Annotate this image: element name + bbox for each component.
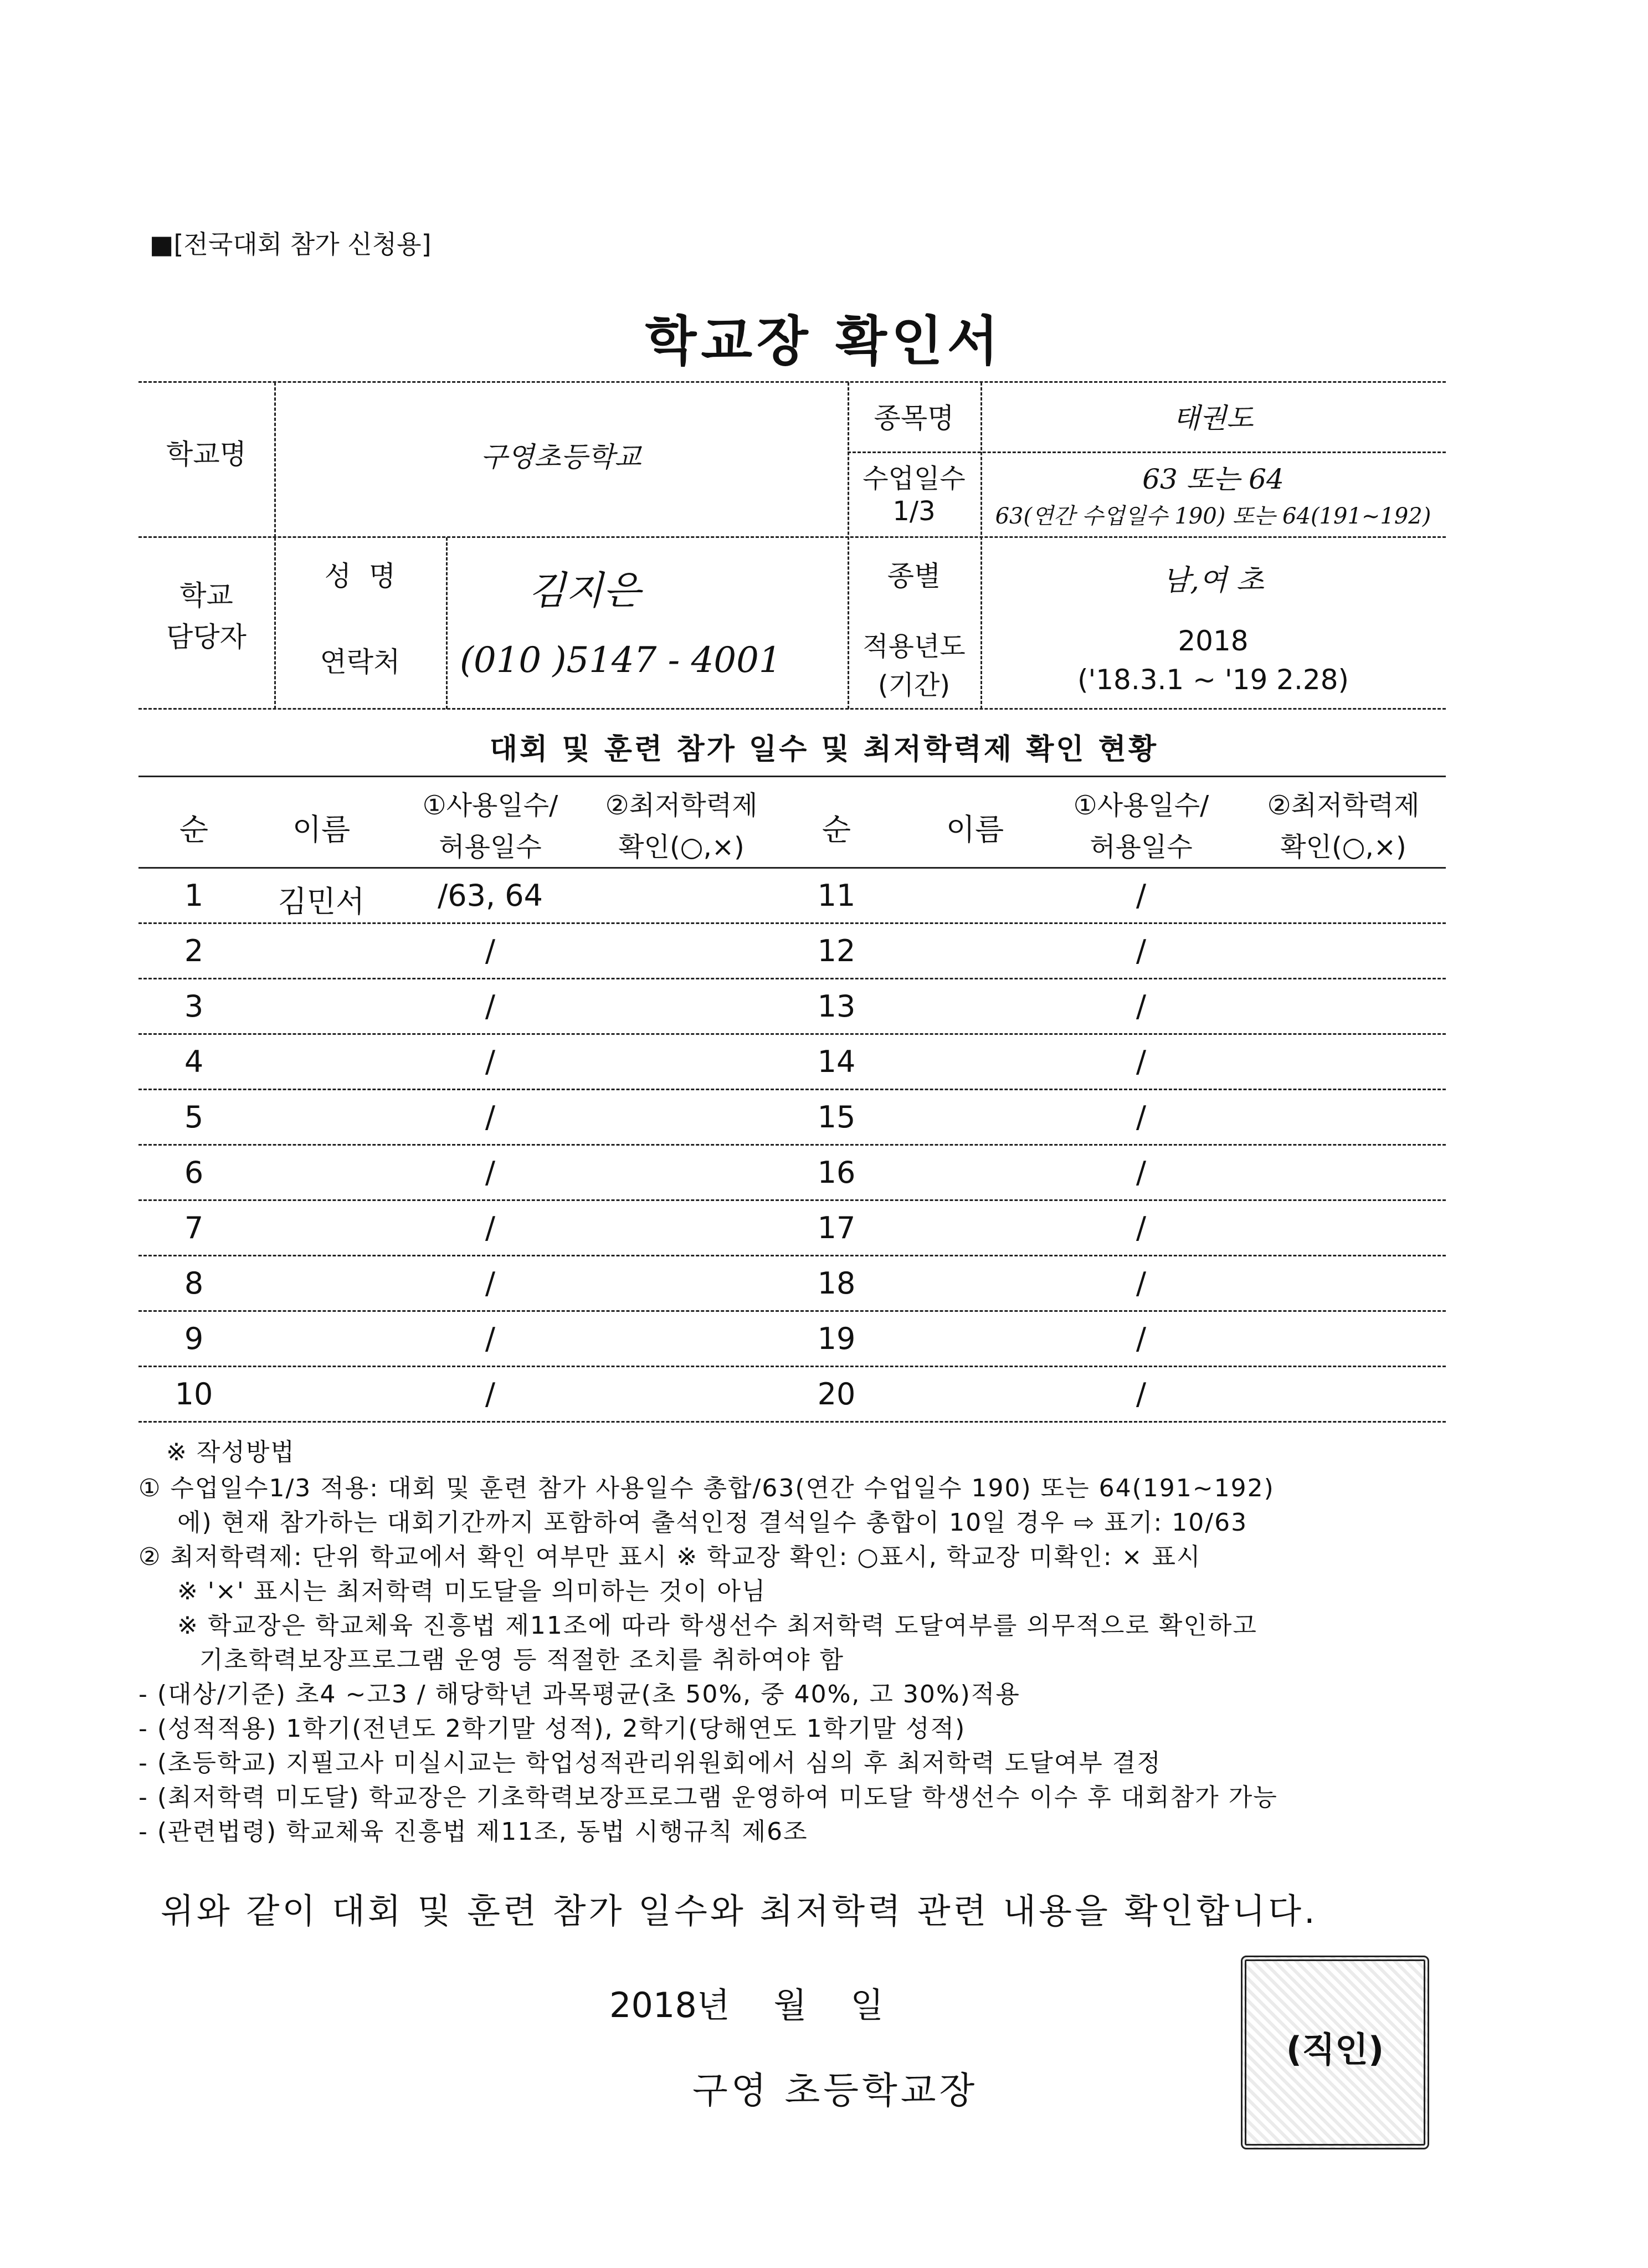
row-seq: 12 xyxy=(817,933,856,968)
row-days: / xyxy=(1136,1155,1147,1190)
year-value: 2018 xyxy=(1178,625,1249,657)
row-seq: 9 xyxy=(184,1321,204,1356)
row-seq: 1 xyxy=(184,878,204,913)
col-days-header-2: 허용일수 xyxy=(439,832,542,863)
category-label: 종별 xyxy=(887,560,941,592)
row-seq: 8 xyxy=(184,1266,204,1301)
table-row xyxy=(138,1033,1446,1035)
divider xyxy=(138,536,1446,538)
manager-name-label: 성 명 xyxy=(324,560,396,592)
row-days: / xyxy=(485,1266,496,1301)
sport-label: 종목명 xyxy=(874,402,954,434)
row-days: / xyxy=(1136,1266,1147,1301)
document-title: 학교장 확인서 xyxy=(645,310,1003,372)
notes-heading: ※ 작성방법 xyxy=(166,1438,295,1466)
school-days-value: 63 또는 64 xyxy=(1142,463,1284,495)
school-name-value: 구영초등학교 xyxy=(480,441,641,473)
year-label: 적용년도 xyxy=(862,631,966,662)
row-days: / xyxy=(1136,1321,1147,1356)
note-line: 기초학력보장프로그램 운영 등 적절한 조치를 취하여야 함 xyxy=(199,1646,845,1674)
row-days: / xyxy=(1136,1100,1147,1135)
manager-name-value: 김지은 xyxy=(528,568,641,613)
table-header-border xyxy=(138,867,1446,869)
col-days-header: ①사용일수/ xyxy=(422,790,558,821)
note-line: ※ 학교장은 학교체육 진흥법 제11조에 따라 학생선수 최저학력 도달여부를 의무적으로 확인하고 xyxy=(177,1612,1257,1640)
col-check-header-2: 확인(○,×) xyxy=(618,832,745,863)
row-seq: 5 xyxy=(184,1100,204,1135)
table-row xyxy=(138,978,1446,979)
row-seq: 19 xyxy=(817,1321,856,1356)
row-seq: 18 xyxy=(817,1266,856,1301)
school-name-label: 학교명 xyxy=(166,438,247,470)
row-days: / xyxy=(1136,933,1147,968)
row-seq: 16 xyxy=(817,1155,856,1190)
contact-value: (010 )5147 - 4001 xyxy=(460,640,782,681)
row-seq: 4 xyxy=(184,1044,204,1079)
row-days: / xyxy=(1136,1377,1147,1412)
row-seq: 20 xyxy=(817,1377,856,1412)
note-line: - (성적적용) 1학기(전년도 2학기말 성적), 2학기(당해연도 1학기말 성적) xyxy=(138,1715,966,1743)
note-line: - (관련법령) 학교체육 진흥법 제11조, 동법 시행규칙 제6조 xyxy=(138,1818,808,1846)
row-days: / xyxy=(485,1321,496,1356)
table-row xyxy=(138,922,1446,924)
row-days: / xyxy=(485,933,496,968)
year-period-value: ('18.3.1 ~ '19 2.28) xyxy=(1077,664,1349,696)
divider xyxy=(138,708,1446,710)
col-check-header-2: 확인(○,×) xyxy=(1280,832,1406,863)
col-name-header: 이름 xyxy=(946,812,1004,847)
note-line: ② 최저학력제: 단위 학교에서 확인 여부만 표시 ※ 학교장 확인: ○표시, 학교장 미확인: × 표시 xyxy=(138,1543,1202,1571)
date-line: 2018년 월 일 xyxy=(609,1985,884,2025)
table-row xyxy=(138,1199,1446,1201)
table-row xyxy=(138,1089,1446,1090)
manager-label: 학교 xyxy=(179,579,233,612)
row-days: / xyxy=(1136,1210,1147,1245)
signer-name: 구영 초등학교장 xyxy=(692,2069,978,2112)
row-seq: 2 xyxy=(184,933,204,968)
school-days-label: 수업일수 xyxy=(862,463,966,494)
row-days: /63, 64 xyxy=(438,878,543,913)
row-days: / xyxy=(485,1210,496,1245)
row-days: / xyxy=(485,1377,496,1412)
row-days: / xyxy=(485,1155,496,1190)
row-seq: 17 xyxy=(817,1210,856,1245)
row-days: / xyxy=(485,989,496,1024)
note-line: ※ '×' 표시는 최저학력 미도달을 의미하는 것이 아님 xyxy=(177,1577,767,1605)
school-days-fraction-label: 1/3 xyxy=(892,496,936,527)
school-days-detail: 63(연간 수업일수 190) 또는 64(191~192) xyxy=(995,504,1431,529)
note-line: - (초등학교) 지필고사 미실시교는 학업성적관리위원회에서 심의 후 최저학력 도달여부 결정 xyxy=(138,1749,1162,1777)
sport-value: 태권도 xyxy=(1173,402,1254,434)
table-row xyxy=(138,1255,1446,1256)
divider xyxy=(848,451,1446,453)
table-top-border xyxy=(138,776,1446,777)
contact-label: 연락처 xyxy=(320,646,401,678)
row-seq: 6 xyxy=(184,1155,204,1190)
row-seq: 14 xyxy=(817,1044,856,1079)
row-seq: 3 xyxy=(184,989,204,1024)
section-title: 대회 및 훈련 참가 일수 및 최저학력제 확인 현황 xyxy=(489,733,1159,766)
row-seq: 15 xyxy=(817,1100,856,1135)
row-seq: 10 xyxy=(174,1377,213,1412)
confirmation-statement: 위와 같이 대회 및 훈련 참가 일수와 최저학력 관련 내용을 확인합니다. xyxy=(161,1891,1318,1931)
col-days-header: ①사용일수/ xyxy=(1073,790,1209,821)
col-seq-header: 순 xyxy=(822,812,851,847)
form-type-tag: ■[전국대회 참가 신청용] xyxy=(150,229,432,259)
row-days: / xyxy=(1136,989,1147,1024)
col-check-header: ②최저학력제 xyxy=(1267,790,1420,821)
row-seq: 11 xyxy=(817,878,856,913)
table-row xyxy=(138,1366,1446,1367)
col-days-header-2: 허용일수 xyxy=(1090,832,1193,863)
table-row xyxy=(138,1144,1446,1146)
note-line: ① 수업일수1/3 적용: 대회 및 훈련 참가 사용일수 총합/63(연간 수업일수 190) 또는 64(191~192) xyxy=(138,1474,1275,1502)
note-line: - (최저학력 미도달) 학교장은 기초학력보장프로그램 운영하여 미도달 학생선수 이수 후 대회참가 가능 xyxy=(138,1783,1278,1812)
row-seq: 13 xyxy=(817,989,856,1024)
note-line: 에) 현재 참가하는 대회기간까지 포함하여 출석인정 결석일수 총합이 10일 경우 ⇨ 표기: 10/63 xyxy=(177,1508,1248,1537)
row-days: / xyxy=(485,1044,496,1079)
col-name-header: 이름 xyxy=(292,812,351,847)
seal-label: (직인) xyxy=(1286,2029,1384,2070)
row-days: / xyxy=(485,1100,496,1135)
row-days: / xyxy=(1136,878,1147,913)
col-seq-header: 순 xyxy=(179,812,209,847)
table-row xyxy=(138,1421,1446,1423)
official-seal xyxy=(1241,1956,1429,2149)
note-line: - (대상/기준) 초4 ~고3 / 해당학년 과목평균(초 50%, 중 40%, 고 30%)적용 xyxy=(138,1680,1020,1708)
manager-label-2: 담당자 xyxy=(166,621,247,653)
year-period-label: (기간) xyxy=(877,670,951,701)
row-seq: 7 xyxy=(184,1210,204,1245)
table-row xyxy=(138,1310,1446,1312)
row-days: / xyxy=(1136,1044,1147,1079)
divider xyxy=(138,381,1446,383)
row-name: 김민서 xyxy=(278,884,365,919)
category-value: 남,여 초 xyxy=(1162,564,1264,597)
col-check-header: ②최저학력제 xyxy=(605,790,758,821)
